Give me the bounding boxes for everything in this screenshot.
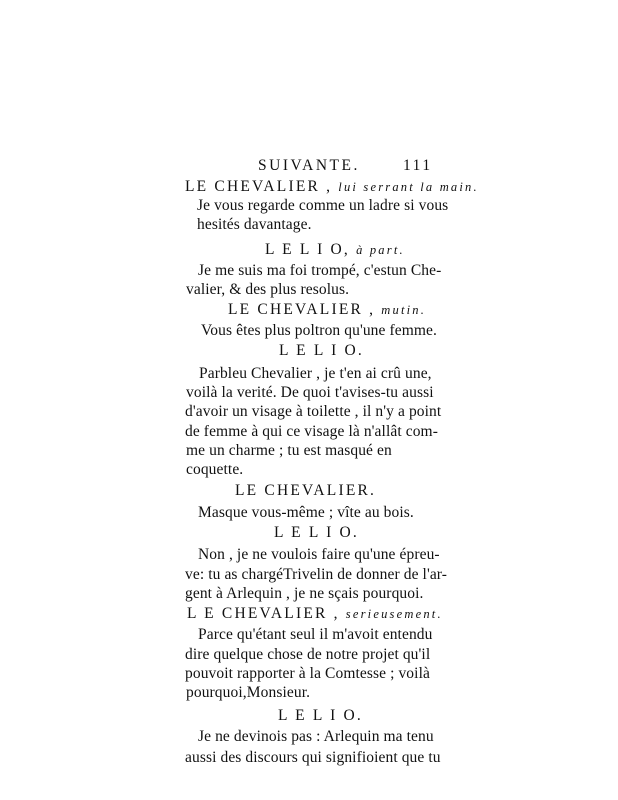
text-line: Je ne devinois pas : Arlequin ma tenu [198, 728, 434, 745]
speaker-heading [265, 240, 405, 260]
stage-direction: serieusement. [345, 607, 443, 621]
text-line: aussi des discours qui signifioient que tu [185, 749, 441, 766]
text-line: Parbleu Chevalier , je t'en ai crû une, [199, 365, 432, 382]
heading-separator: , [327, 605, 346, 622]
text-line: Masque vous-même ; vîte au bois. [198, 504, 414, 521]
text-line: Non , je ne voulois faire qu'une épreu- [198, 546, 440, 563]
text-line: pouvoit rapporter à la Comtesse ; voilà [185, 665, 430, 682]
page-number: 111 [403, 157, 433, 174]
text-line: hesités davantage. [197, 216, 312, 233]
text-line: me un charme ; tu est masqué en [186, 442, 392, 459]
text-line: de femme à qui ce visage là n'allât com- [185, 423, 438, 440]
text-line: pourquoi,Monsieur. [186, 684, 311, 701]
speaker-heading: L E L I O. [279, 342, 364, 359]
stage-direction: lui serrant la main. [338, 180, 479, 194]
speaker-name: LE CHEVALIER [185, 178, 321, 195]
text-line: Parce qu'étant seul il m'avoit entendu [198, 626, 433, 643]
speaker-heading: L E L I O. [278, 707, 363, 724]
stage-direction: mutin. [381, 303, 427, 317]
text-line: valier, & des plus resolus. [186, 281, 350, 298]
speaker-name: L E CHEVALIER [187, 605, 328, 622]
text-line: d'avoir un visage à toilette , il n'y a point [185, 403, 442, 420]
speaker-heading: L E L I O. [274, 524, 359, 541]
speaker-name: L E L I O [265, 241, 344, 258]
text-line: voilà la verité. De quoi t'avises-tu aussi [186, 384, 434, 401]
speaker-heading: LE CHEVALIER. [235, 482, 377, 499]
text-line: dire quelque chose de notre projet qu'il [185, 646, 431, 663]
text-line: ve: tu as chargéTrivelin de donner de l'ar- [185, 566, 448, 583]
running-title: SUIVANTE. [258, 157, 360, 174]
speaker-heading [187, 604, 443, 624]
heading-separator: , [363, 301, 382, 318]
text-line: gent à Arlequin , je ne sçais pourquoi. [185, 585, 424, 602]
speaker-heading [185, 177, 479, 197]
heading-separator: , [343, 241, 357, 258]
speaker-heading [228, 300, 426, 320]
text-line: Vous êtes plus poltron qu'une femme. [201, 322, 437, 339]
text-line: Je me suis ma foi trompé, c'estun Che- [198, 262, 442, 279]
stage-direction: à part. [356, 243, 405, 257]
text-line: coquette. [186, 461, 244, 478]
heading-separator: , [320, 178, 339, 195]
speaker-name: LE CHEVALIER [228, 301, 364, 318]
text-line: Je vous regarde comme un ladre si vous [197, 197, 449, 214]
